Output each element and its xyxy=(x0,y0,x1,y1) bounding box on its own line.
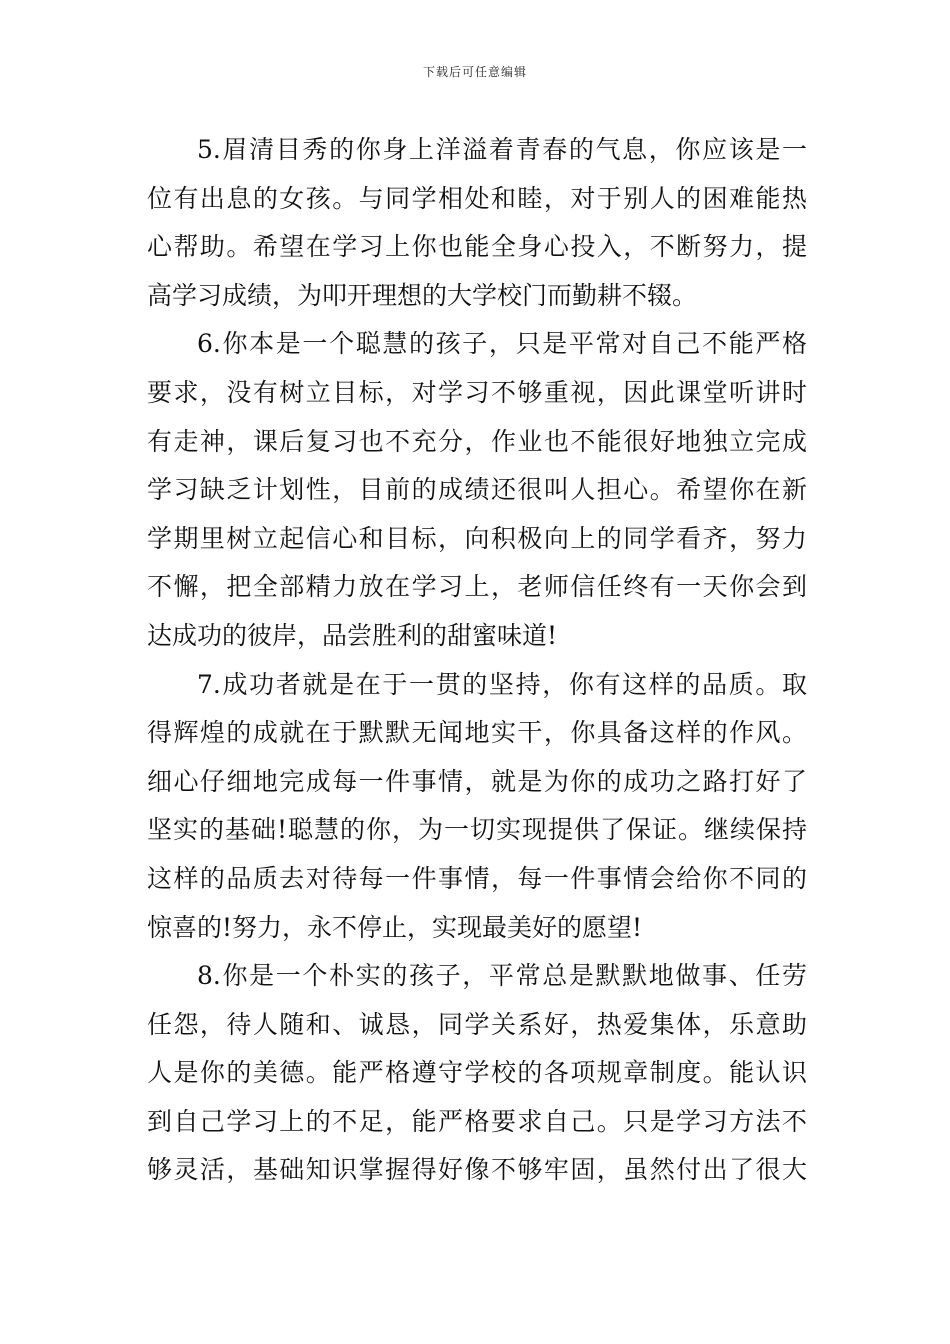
document-body xyxy=(147,126,807,1195)
text-line: 到自己学习上的不足，能严格要求自己。只是学习方法不 xyxy=(147,1106,807,1136)
text-line: 细心仔细地完成每一件事情，就是为你的成功之路打好了 xyxy=(147,766,807,796)
text-line: 学期里树立起信心和目标，向积极向上的同学看齐，努力 xyxy=(147,523,807,553)
text-line: 6.你本是一个聪慧的孩子，只是平常对自己不能严格 xyxy=(197,329,807,359)
text-line: 惊喜的!努力，永不停止，实现最美好的愿望! xyxy=(147,912,643,942)
text-line: 位有出息的女孩。与同学相处和睦，对于别人的困难能热 xyxy=(147,183,807,213)
text-line: 不懈，把全部精力放在学习上，老师信任终有一天你会到 xyxy=(147,572,807,602)
text-line: 高学习成绩，为叩开理想的大学校门而勤耕不辍。 xyxy=(147,280,698,310)
text-line: 人是你的美德。能严格遵守学校的各项规章制度。能认识 xyxy=(147,1058,807,1088)
text-line: 7.成功者就是在于一贯的坚持，你有这样的品质。取 xyxy=(197,669,807,699)
text-line: 够灵活，基础知识掌握得好像不够牢固，虽然付出了很大 xyxy=(147,1155,807,1185)
text-line: 达成功的彼岸，品尝胜利的甜蜜味道! xyxy=(147,620,558,650)
paragraph-6 xyxy=(147,320,807,660)
text-line: 要求，没有树立目标，对学习不够重视，因此课堂听讲时 xyxy=(147,377,807,407)
text-line: 心帮助。希望在学习上你也能全身心投入，不断努力，提 xyxy=(147,232,807,262)
text-line: 坚实的基础!聪慧的你，为一切实现提供了保证。继续保持 xyxy=(147,815,807,845)
text-line: 5.眉清目秀的你身上洋溢着青春的气息，你应该是一 xyxy=(197,135,807,164)
paragraph-5 xyxy=(147,126,807,320)
paragraph-7 xyxy=(147,661,807,953)
page-header: 下载后可任意编辑 xyxy=(422,65,527,79)
text-line: 8.你是一个朴实的孩子，平常总是默默地做事、任劳 xyxy=(197,961,807,991)
text-line: 得辉煌的成就在于默默无闻地实干，你具备这样的作风。 xyxy=(147,718,807,748)
paragraph-8 xyxy=(147,952,807,1195)
text-line: 任怨，待人随和、诚恳，同学关系好，热爱集体，乐意助 xyxy=(147,1009,807,1039)
text-line: 这样的品质去对待每一件事情，每一件事情会给你不同的 xyxy=(147,863,807,893)
text-line: 学习缺乏计划性，目前的成绩还很叫人担心。希望你在新 xyxy=(147,475,807,505)
text-line: 有走神，课后复习也不充分，作业也不能很好地独立完成 xyxy=(147,426,807,456)
